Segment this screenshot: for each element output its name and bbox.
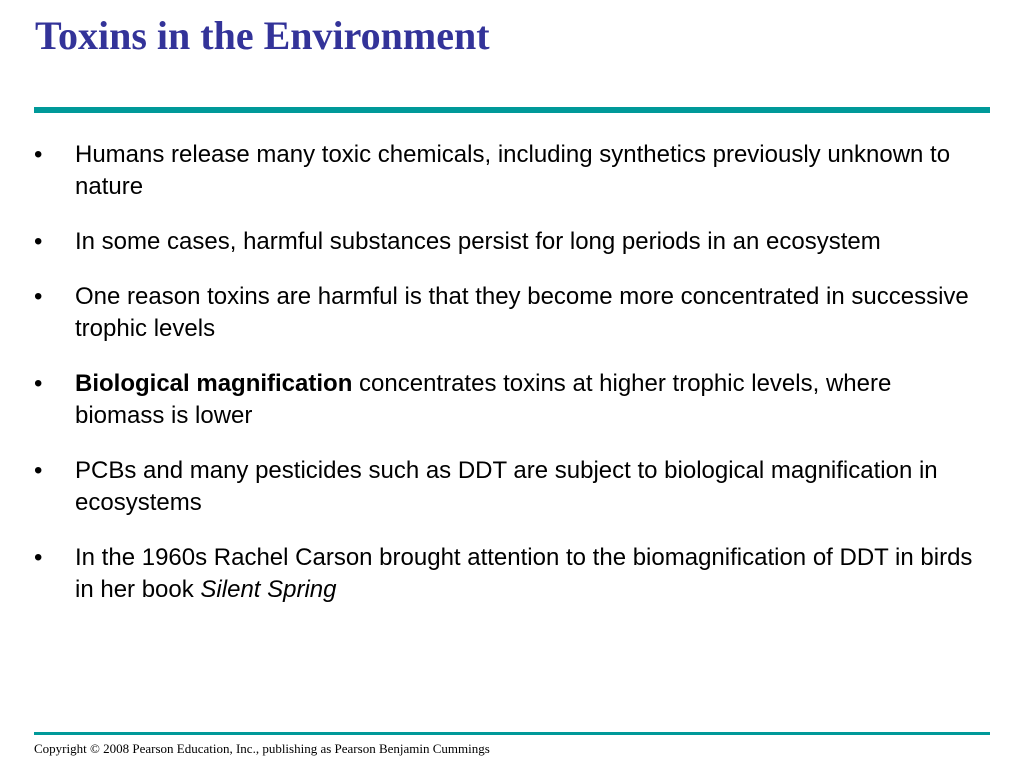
bullet-marker: • <box>34 228 43 255</box>
bullet-item <box>34 542 974 606</box>
bullet-marker: • <box>34 283 43 310</box>
bullet-marker: • <box>34 457 43 484</box>
bullet-text: One reason toxins are harmful is that they become more concentrated in successive trophic levels <box>75 283 969 342</box>
footer-divider <box>34 732 990 735</box>
bullet-marker: • <box>34 370 43 397</box>
title-divider <box>34 107 990 113</box>
copyright-footer: Copyright © 2008 Pearson Education, Inc., publishing as Pearson Benjamin Cummings <box>34 741 490 756</box>
bullet-text: In the 1960s Rachel Carson brought attention to the biomagnification of DDT in birds in her book <box>75 544 973 603</box>
bullet-item <box>34 226 974 258</box>
bullet-text: concentrates toxins at higher trophic levels, where biomass is lower <box>75 370 892 429</box>
bullet-item <box>34 139 974 203</box>
bullet-text: PCBs and many pesticides such as DDT are subject to biological magnification in ecosystems <box>75 457 938 516</box>
bullet-marker: • <box>34 141 43 168</box>
bullet-item <box>34 281 974 345</box>
bullet-text: Humans release many toxic chemicals, including synthetics previously unknown to nature <box>75 141 951 200</box>
bullet-text: In some cases, harmful substances persist for long periods in an ecosystem <box>75 228 881 255</box>
bullet-list <box>34 139 974 629</box>
bullet-marker: • <box>34 544 43 571</box>
slide-title: Toxins in the Environment <box>35 13 490 58</box>
book-title: Silent Spring <box>200 576 337 603</box>
bullet-item <box>34 368 974 432</box>
bullet-item <box>34 455 974 519</box>
key-term: Biological magnification <box>75 370 353 397</box>
